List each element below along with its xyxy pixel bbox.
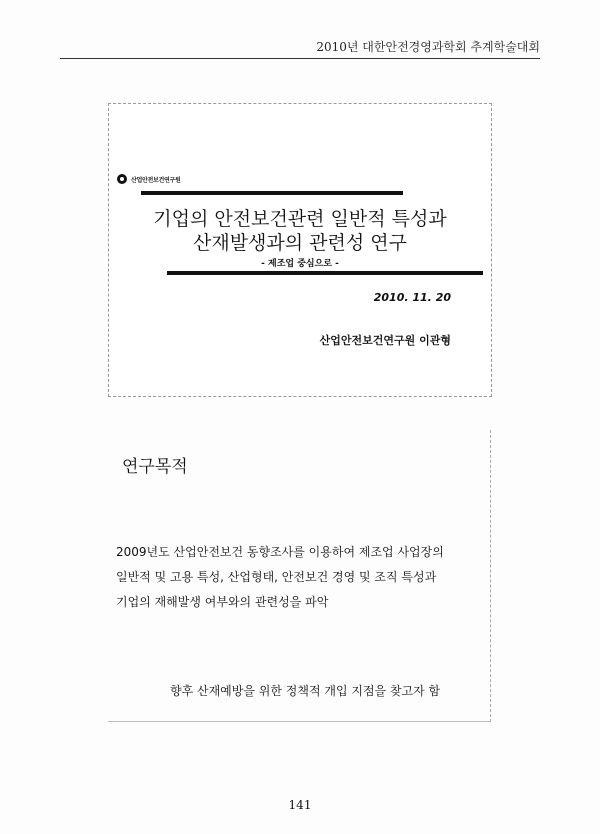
author-affiliation: 산업안전보건연구원 이관형 bbox=[319, 334, 451, 347]
title-bottom-bar bbox=[167, 271, 483, 275]
presentation-date: 2010. 11. 20 bbox=[373, 291, 451, 304]
title-top-bar bbox=[141, 191, 403, 195]
institute-logo bbox=[117, 174, 180, 184]
slide-subtitle: - 제조업 중심으로 - bbox=[261, 259, 339, 269]
slide-title-line-1: 기업의 안전보건관련 일반적 특성과 bbox=[153, 208, 447, 230]
purpose-body bbox=[116, 540, 444, 615]
institute-emblem-icon bbox=[117, 174, 127, 184]
slide-bottom-rule bbox=[108, 721, 490, 722]
purpose-note: 향후 산재예방을 위한 정책적 개입 지점을 찾고자 함 bbox=[170, 684, 441, 698]
title-slide bbox=[108, 103, 492, 397]
purpose-body-line: 일반적 및 고용 특성, 산업형태, 안전보건 경영 및 조직 특성과 bbox=[116, 570, 437, 584]
running-header: 2010년 대한안전경영과학회 추계학술대회 bbox=[316, 40, 540, 54]
slide-title-line-2: 산재발생과의 관련성 연구 bbox=[193, 232, 407, 254]
institute-logo-text: 산업안전보건연구원 bbox=[131, 176, 181, 184]
purpose-body-line: 기업의 재해발생 여부와의 관련성을 파악 bbox=[116, 595, 329, 609]
header-rule bbox=[60, 58, 540, 59]
purpose-body-line: 2009년도 산업안전보건 동향조사를 이용하여 제조업 사업장의 bbox=[116, 545, 444, 559]
page-number: 141 bbox=[288, 798, 312, 812]
purpose-slide bbox=[108, 430, 491, 722]
purpose-heading: 연구목적 bbox=[122, 457, 188, 477]
